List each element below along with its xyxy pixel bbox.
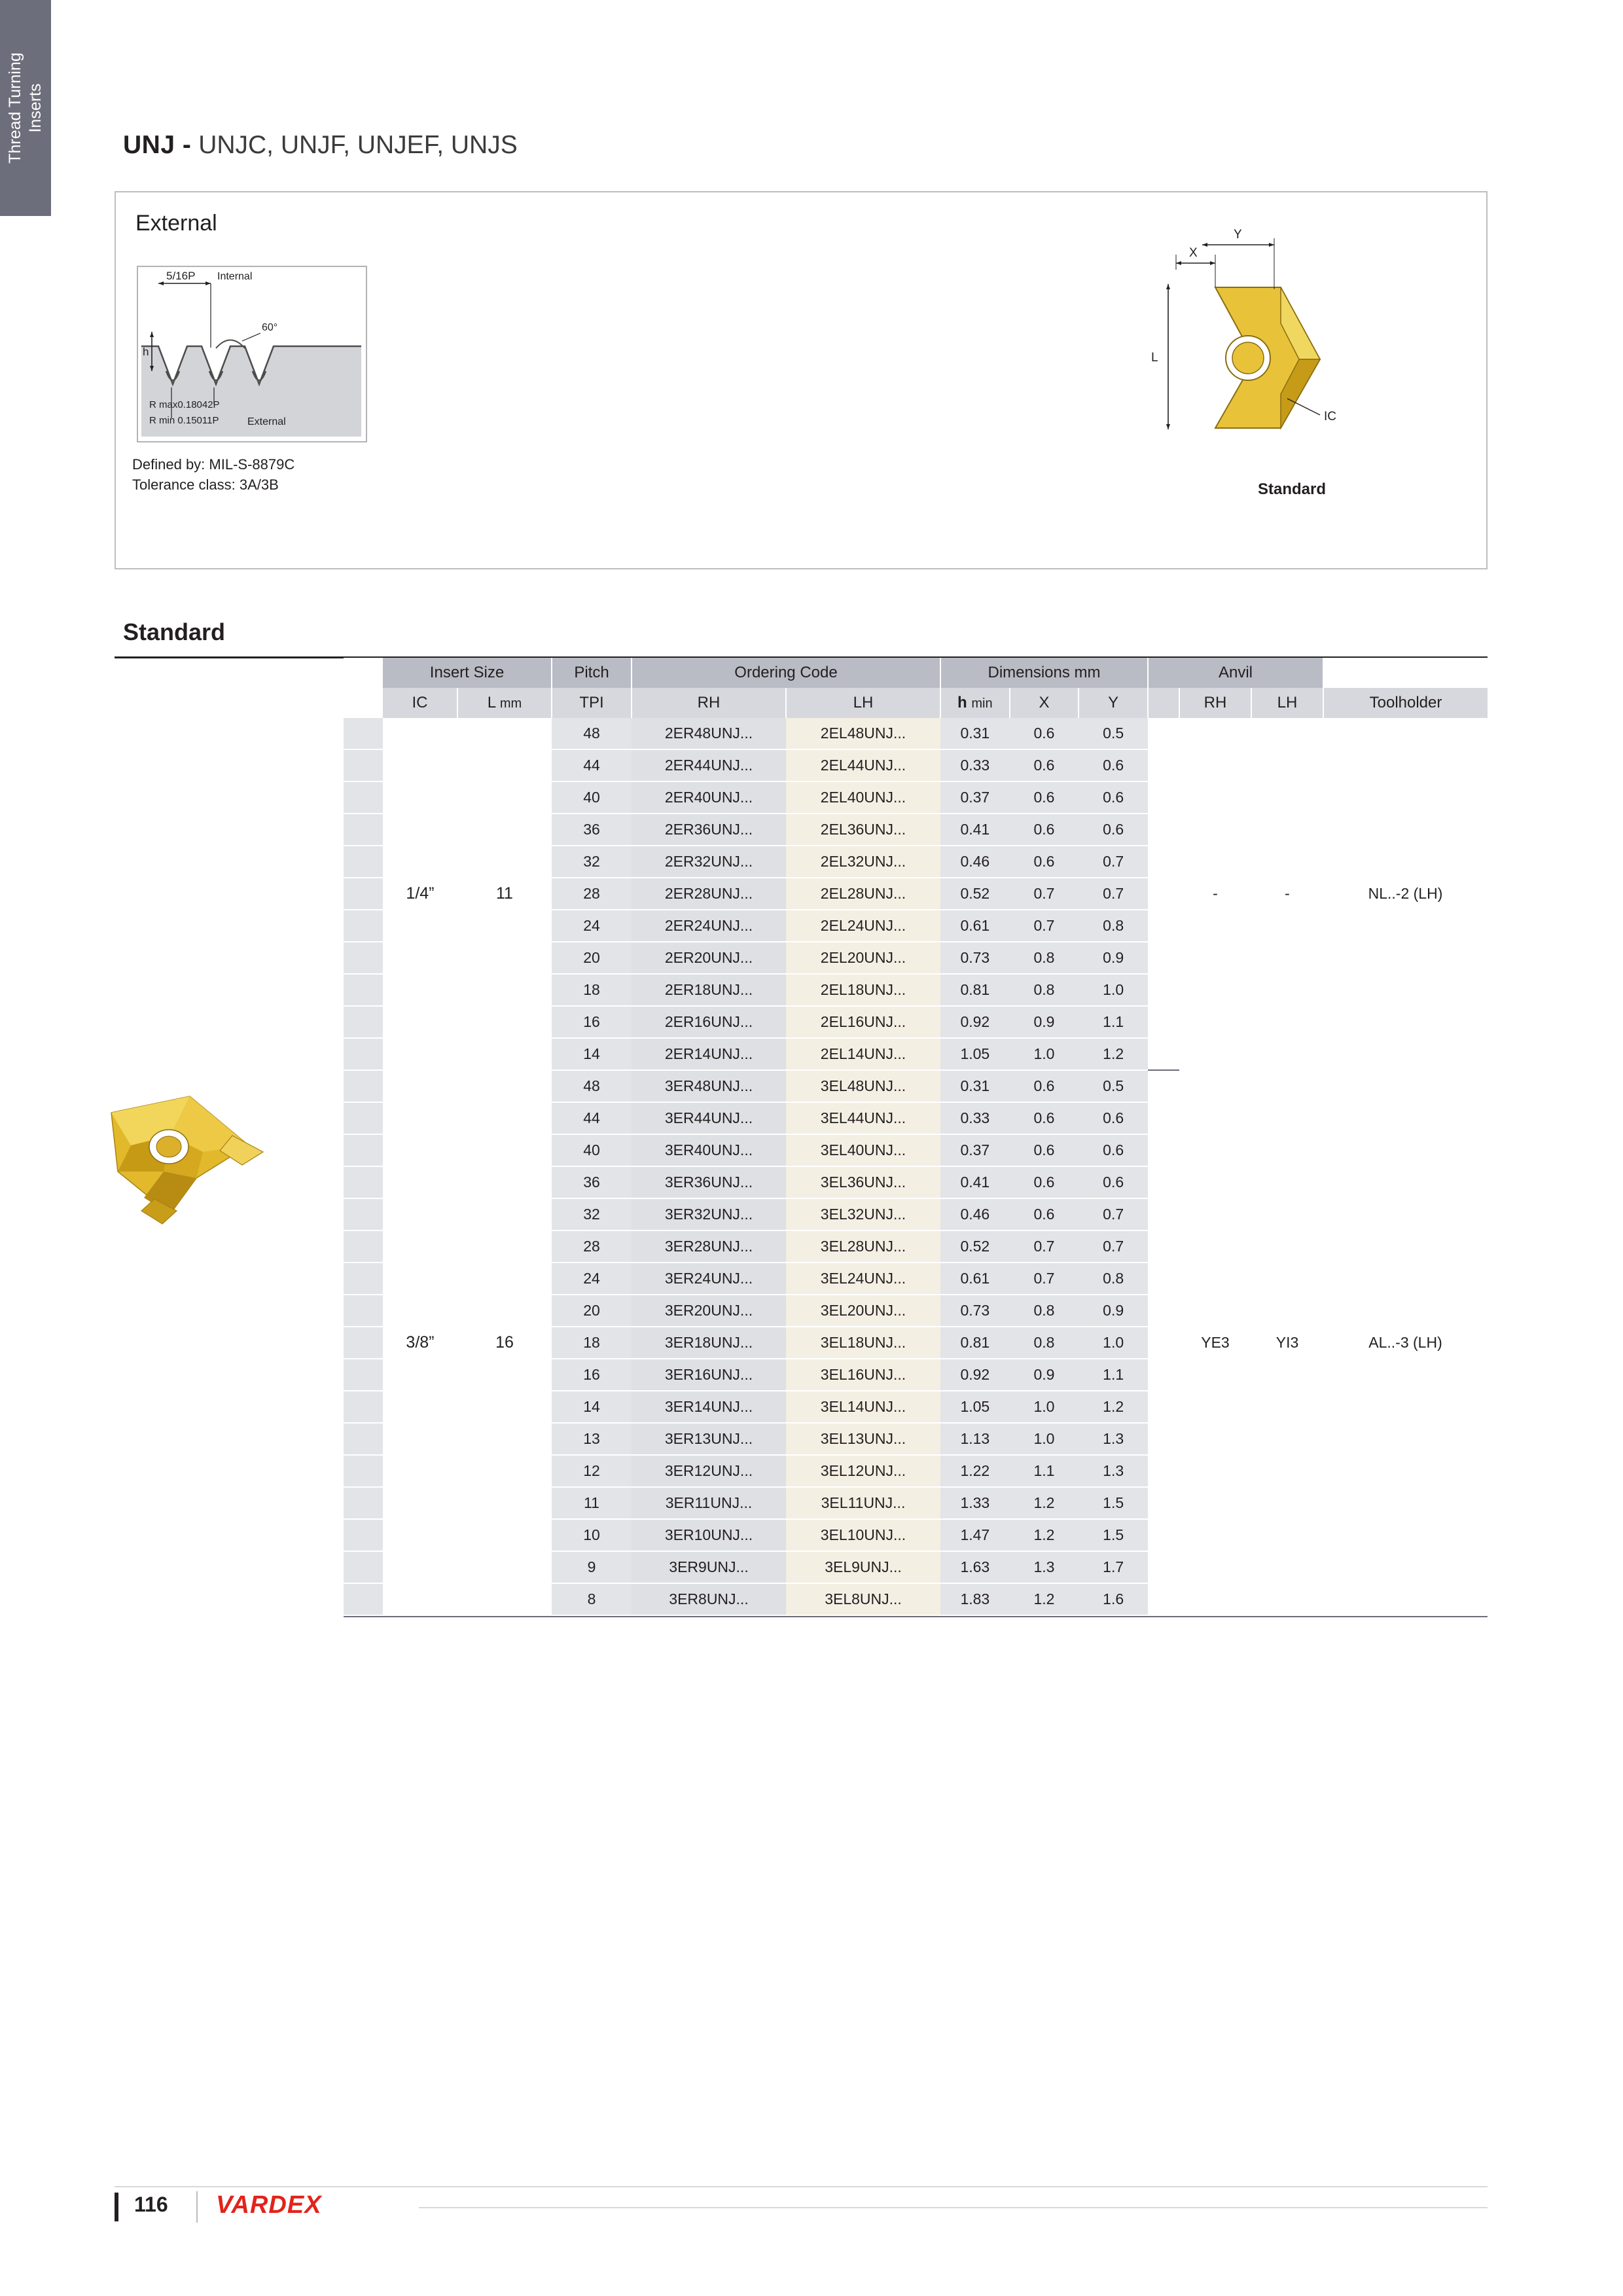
row-anvil-spacer	[1148, 718, 1179, 1070]
subheader-anvil-rh: RH	[1179, 688, 1251, 718]
row-left-spacer	[344, 781, 383, 814]
cell-ordering-code-lh: 2EL36UNJ...	[786, 814, 940, 846]
row-left-spacer	[344, 1519, 383, 1551]
group-header-ordering-code: Ordering Code	[632, 658, 940, 688]
subheader-tpi: TPI	[552, 688, 632, 718]
cell-ordering-code-rh: 3ER48UNJ...	[632, 1070, 786, 1102]
cell-ordering-code-rh: 3ER36UNJ...	[632, 1166, 786, 1198]
cell-dimension-x: 0.6	[1010, 1134, 1079, 1166]
svg-text:h: h	[143, 346, 149, 358]
cell-ordering-code-lh: 2EL48UNJ...	[786, 718, 940, 749]
subheader-spacer	[344, 688, 383, 718]
brand-rule	[419, 2207, 1488, 2208]
row-left-spacer	[344, 1038, 383, 1070]
cell-dimension-h: 0.41	[940, 814, 1010, 846]
cell-ordering-code-lh: 3EL11UNJ...	[786, 1487, 940, 1519]
defined-by-text: Defined by: MIL-S-8879C	[132, 456, 295, 473]
row-left-spacer	[344, 942, 383, 974]
table-group-header-row	[344, 658, 1488, 688]
svg-text:R min 0.15011P: R min 0.15011P	[149, 415, 219, 426]
cell-ordering-code-rh: 2ER14UNJ...	[632, 1038, 786, 1070]
cell-dimension-h: 1.47	[940, 1519, 1010, 1551]
insert-dimension-diagram	[1124, 219, 1405, 480]
cell-ordering-code-rh: 3ER13UNJ...	[632, 1423, 786, 1455]
cell-dimension-h: 0.31	[940, 1070, 1010, 1102]
cell-tpi: 13	[552, 1423, 632, 1455]
cell-ordering-code-rh: 2ER44UNJ...	[632, 749, 786, 781]
svg-text:X: X	[1189, 246, 1198, 260]
cell-dimension-x: 0.6	[1010, 1102, 1079, 1134]
cell-dimension-y: 0.7	[1079, 1198, 1148, 1230]
cell-tpi: 12	[552, 1455, 632, 1487]
subheader-l-unit: mm	[499, 696, 522, 711]
cell-ordering-code-lh: 3EL20UNJ...	[786, 1295, 940, 1327]
table-sub-header-row	[344, 688, 1488, 718]
cell-tpi: 24	[552, 910, 632, 942]
group-header-spacer	[344, 658, 383, 688]
cell-ordering-code-lh: 2EL40UNJ...	[786, 781, 940, 814]
cell-insert-size-l: 16	[457, 1070, 552, 1615]
brand-logo: VARDEX	[216, 2191, 322, 2219]
row-left-spacer	[344, 1295, 383, 1327]
group-header-pitch: Pitch	[552, 658, 632, 688]
group-header-insert-size: Insert Size	[383, 658, 552, 688]
cell-tpi: 8	[552, 1583, 632, 1615]
group-header-anvil: Anvil	[1148, 658, 1323, 688]
cell-ordering-code-lh: 3EL8UNJ...	[786, 1583, 940, 1615]
cell-dimension-h: 0.31	[940, 718, 1010, 749]
row-left-spacer	[344, 1327, 383, 1359]
subheader-ic: IC	[383, 688, 457, 718]
cell-toolholder: AL..-3 (LH)	[1323, 1070, 1488, 1615]
cell-dimension-x: 0.6	[1010, 1198, 1079, 1230]
row-left-spacer	[344, 910, 383, 942]
cell-dimension-h: 1.22	[940, 1455, 1010, 1487]
cell-dimension-y: 1.2	[1079, 1038, 1148, 1070]
cell-dimension-h: 0.81	[940, 974, 1010, 1006]
cell-tpi: 32	[552, 846, 632, 878]
cell-dimension-x: 0.6	[1010, 749, 1079, 781]
svg-text:Internal: Internal	[217, 271, 253, 282]
cell-dimension-y: 1.5	[1079, 1487, 1148, 1519]
cell-dimension-h: 0.92	[940, 1359, 1010, 1391]
page-number: 116	[134, 2193, 168, 2216]
cell-tpi: 16	[552, 1359, 632, 1391]
cell-dimension-x: 0.7	[1010, 1263, 1079, 1295]
cell-dimension-x: 0.7	[1010, 878, 1079, 910]
cell-dimension-h: 0.52	[940, 878, 1010, 910]
cell-dimension-x: 0.6	[1010, 781, 1079, 814]
cell-dimension-y: 1.7	[1079, 1551, 1148, 1583]
cell-ordering-code-lh: 3EL48UNJ...	[786, 1070, 940, 1102]
table-row	[344, 718, 1488, 749]
row-left-spacer	[344, 1230, 383, 1263]
row-left-spacer	[344, 1198, 383, 1230]
sidebar-section-tab	[0, 0, 51, 216]
row-left-spacer	[344, 878, 383, 910]
cell-dimension-y: 1.5	[1079, 1519, 1148, 1551]
cell-dimension-y: 1.3	[1079, 1423, 1148, 1455]
cell-ordering-code-rh: 3ER14UNJ...	[632, 1391, 786, 1423]
cell-dimension-x: 0.6	[1010, 846, 1079, 878]
table-body	[344, 718, 1488, 1615]
cell-dimension-h: 0.41	[940, 1166, 1010, 1198]
cell-dimension-h: 0.73	[940, 1295, 1010, 1327]
cell-tpi: 44	[552, 749, 632, 781]
cell-tpi: 18	[552, 974, 632, 1006]
cell-dimension-y: 1.1	[1079, 1006, 1148, 1038]
cell-dimension-x: 0.7	[1010, 1230, 1079, 1263]
cell-dimension-x: 0.8	[1010, 1295, 1079, 1327]
standard-reference	[132, 454, 294, 495]
cell-ordering-code-rh: 2ER36UNJ...	[632, 814, 786, 846]
cell-ordering-code-lh: 2EL24UNJ...	[786, 910, 940, 942]
cell-dimension-y: 0.9	[1079, 1295, 1148, 1327]
cell-tpi: 9	[552, 1551, 632, 1583]
cell-dimension-x: 0.8	[1010, 974, 1079, 1006]
cell-anvil-lh: YI3	[1251, 1070, 1323, 1615]
cell-dimension-h: 1.05	[940, 1391, 1010, 1423]
row-left-spacer	[344, 749, 383, 781]
cell-ordering-code-rh: 3ER10UNJ...	[632, 1519, 786, 1551]
cell-dimension-h: 0.37	[940, 781, 1010, 814]
cell-dimension-x: 1.2	[1010, 1583, 1079, 1615]
row-left-spacer	[344, 1134, 383, 1166]
cell-dimension-x: 0.6	[1010, 1070, 1079, 1102]
cell-dimension-h: 1.05	[940, 1038, 1010, 1070]
row-left-spacer	[344, 1583, 383, 1615]
row-left-spacer	[344, 1166, 383, 1198]
cell-dimension-y: 0.9	[1079, 942, 1148, 974]
cell-dimension-y: 0.6	[1079, 1134, 1148, 1166]
cell-tpi: 20	[552, 1295, 632, 1327]
cell-dimension-h: 1.83	[940, 1583, 1010, 1615]
cell-dimension-y: 0.6	[1079, 1166, 1148, 1198]
insert-product-photo	[92, 1073, 268, 1237]
cell-dimension-h: 0.73	[940, 942, 1010, 974]
subheader-l	[457, 688, 552, 718]
cell-ordering-code-lh: 2EL16UNJ...	[786, 1006, 940, 1038]
cell-ordering-code-rh: 3ER16UNJ...	[632, 1359, 786, 1391]
subheader-l-label: L	[487, 694, 496, 711]
cell-ordering-code-lh: 2EL32UNJ...	[786, 846, 940, 878]
cell-ordering-code-rh: 3ER24UNJ...	[632, 1263, 786, 1295]
subheader-h-label: h	[957, 694, 967, 711]
cell-ordering-code-lh: 3EL13UNJ...	[786, 1423, 940, 1455]
cell-ordering-code-rh: 3ER8UNJ...	[632, 1583, 786, 1615]
cell-dimension-h: 0.46	[940, 1198, 1010, 1230]
cell-tpi: 28	[552, 878, 632, 910]
page-title-sub: UNJC, UNJF, UNJEF, UNJS	[198, 131, 518, 159]
cell-dimension-x: 0.9	[1010, 1006, 1079, 1038]
table-row	[344, 1070, 1488, 1102]
cell-tpi: 16	[552, 1006, 632, 1038]
subheader-h-unit: min	[971, 696, 993, 711]
cell-ordering-code-rh: 2ER24UNJ...	[632, 910, 786, 942]
cell-ordering-code-lh: 3EL10UNJ...	[786, 1519, 940, 1551]
row-anvil-spacer	[1148, 1070, 1179, 1615]
footer-accent-bar	[115, 2193, 118, 2221]
cell-ordering-code-lh: 3EL44UNJ...	[786, 1102, 940, 1134]
cell-dimension-y: 0.7	[1079, 878, 1148, 910]
cell-ordering-code-rh: 2ER20UNJ...	[632, 942, 786, 974]
cell-ordering-code-lh: 2EL14UNJ...	[786, 1038, 940, 1070]
cell-ordering-code-lh: 3EL36UNJ...	[786, 1166, 940, 1198]
cell-dimension-y: 0.6	[1079, 749, 1148, 781]
cell-ordering-code-rh: 3ER40UNJ...	[632, 1134, 786, 1166]
row-left-spacer	[344, 814, 383, 846]
cell-dimension-y: 1.2	[1079, 1391, 1148, 1423]
cell-insert-size-ic: 1/4”	[383, 718, 457, 1070]
thread-profile-diagram	[132, 261, 374, 446]
cell-tpi: 40	[552, 781, 632, 814]
row-left-spacer	[344, 1391, 383, 1423]
cell-dimension-y: 1.0	[1079, 974, 1148, 1006]
cell-dimension-x: 1.0	[1010, 1391, 1079, 1423]
cell-ordering-code-rh: 3ER32UNJ...	[632, 1198, 786, 1230]
svg-text:60°: 60°	[262, 322, 278, 333]
cell-anvil-rh: YE3	[1179, 1070, 1251, 1615]
cell-tpi: 36	[552, 1166, 632, 1198]
cell-tpi: 44	[552, 1102, 632, 1134]
cell-tpi: 14	[552, 1038, 632, 1070]
cell-tpi: 10	[552, 1519, 632, 1551]
cell-dimension-h: 0.52	[940, 1230, 1010, 1263]
subheader-y: Y	[1079, 688, 1148, 718]
cell-dimension-x: 1.0	[1010, 1423, 1079, 1455]
specification-table-container	[344, 658, 1488, 1616]
svg-text:L: L	[1151, 351, 1158, 365]
cell-ordering-code-rh: 3ER11UNJ...	[632, 1487, 786, 1519]
cell-ordering-code-lh: 3EL18UNJ...	[786, 1327, 940, 1359]
section-heading-standard: Standard	[123, 619, 226, 645]
cell-ordering-code-rh: 3ER44UNJ...	[632, 1102, 786, 1134]
footer-divider	[115, 2186, 1488, 2187]
cell-ordering-code-lh: 2EL28UNJ...	[786, 878, 940, 910]
cell-toolholder: NL..-2 (LH)	[1323, 718, 1488, 1070]
cell-dimension-x: 0.9	[1010, 1359, 1079, 1391]
cell-anvil-rh: -	[1179, 718, 1251, 1070]
cell-ordering-code-lh: 3EL14UNJ...	[786, 1391, 940, 1423]
cell-dimension-y: 0.8	[1079, 1263, 1148, 1295]
footer-separator	[196, 2191, 198, 2223]
cell-ordering-code-lh: 3EL16UNJ...	[786, 1359, 940, 1391]
cell-dimension-h: 1.13	[940, 1423, 1010, 1455]
cell-dimension-x: 0.7	[1010, 910, 1079, 942]
cell-tpi: 28	[552, 1230, 632, 1263]
row-left-spacer	[344, 1359, 383, 1391]
cell-ordering-code-lh: 3EL9UNJ...	[786, 1551, 940, 1583]
cell-dimension-h: 0.46	[940, 846, 1010, 878]
row-left-spacer	[344, 1487, 383, 1519]
cell-dimension-y: 0.8	[1079, 910, 1148, 942]
cell-dimension-y: 1.6	[1079, 1583, 1148, 1615]
cell-dimension-y: 1.3	[1079, 1455, 1148, 1487]
group-header-spacer-right	[1323, 658, 1488, 688]
page-title-main: UNJ -	[123, 131, 192, 159]
table-head	[344, 658, 1488, 718]
cell-insert-size-ic: 3/8”	[383, 1070, 457, 1615]
cell-tpi: 20	[552, 942, 632, 974]
sidebar-tab-line2: Inserts	[26, 83, 45, 133]
subheader-anvil-spacer	[1148, 688, 1179, 718]
cell-ordering-code-lh: 3EL40UNJ...	[786, 1134, 940, 1166]
cell-dimension-x: 0.6	[1010, 718, 1079, 749]
cell-dimension-y: 0.6	[1079, 781, 1148, 814]
cell-tpi: 14	[552, 1391, 632, 1423]
subheader-anvil-lh: LH	[1251, 688, 1323, 718]
cell-tpi: 32	[552, 1198, 632, 1230]
row-left-spacer	[344, 1551, 383, 1583]
cell-dimension-x: 0.6	[1010, 814, 1079, 846]
cell-ordering-code-lh: 2EL44UNJ...	[786, 749, 940, 781]
cell-dimension-x: 1.2	[1010, 1487, 1079, 1519]
cell-dimension-x: 1.3	[1010, 1551, 1079, 1583]
svg-text:5/16P: 5/16P	[166, 270, 196, 282]
cell-dimension-h: 0.33	[940, 1102, 1010, 1134]
cell-ordering-code-rh: 2ER40UNJ...	[632, 781, 786, 814]
row-left-spacer	[344, 1102, 383, 1134]
cell-dimension-y: 1.1	[1079, 1359, 1148, 1391]
page-title	[123, 131, 518, 160]
cell-dimension-y: 0.6	[1079, 814, 1148, 846]
subheader-x: X	[1010, 688, 1079, 718]
cell-ordering-code-rh: 3ER18UNJ...	[632, 1327, 786, 1359]
specification-table	[344, 658, 1488, 1616]
cell-dimension-x: 0.6	[1010, 1166, 1079, 1198]
cell-dimension-h: 0.61	[940, 1263, 1010, 1295]
cell-dimension-x: 0.8	[1010, 942, 1079, 974]
cell-dimension-h: 0.61	[940, 910, 1010, 942]
cell-dimension-x: 1.2	[1010, 1519, 1079, 1551]
cell-dimension-y: 0.5	[1079, 718, 1148, 749]
subheader-rh: RH	[632, 688, 786, 718]
cell-ordering-code-lh: 3EL32UNJ...	[786, 1198, 940, 1230]
cell-ordering-code-rh: 2ER18UNJ...	[632, 974, 786, 1006]
row-left-spacer	[344, 1423, 383, 1455]
subheader-h	[940, 688, 1010, 718]
row-left-spacer	[344, 1263, 383, 1295]
cell-ordering-code-rh: 2ER48UNJ...	[632, 718, 786, 749]
sidebar-tab-line1: Thread Turning	[6, 52, 24, 164]
cell-dimension-x: 1.1	[1010, 1455, 1079, 1487]
cell-anvil-lh: -	[1251, 718, 1323, 1070]
svg-text:IC: IC	[1324, 410, 1336, 423]
cell-dimension-x: 1.0	[1010, 1038, 1079, 1070]
cell-dimension-y: 0.7	[1079, 1230, 1148, 1263]
cell-dimension-y: 0.6	[1079, 1102, 1148, 1134]
external-heading: External	[135, 211, 217, 236]
subheader-lh: LH	[786, 688, 940, 718]
row-left-spacer	[344, 846, 383, 878]
cell-ordering-code-lh: 2EL20UNJ...	[786, 942, 940, 974]
row-left-spacer	[344, 1070, 383, 1102]
cell-ordering-code-rh: 3ER12UNJ...	[632, 1455, 786, 1487]
cell-ordering-code-lh: 3EL12UNJ...	[786, 1455, 940, 1487]
cell-dimension-x: 0.8	[1010, 1327, 1079, 1359]
row-left-spacer	[344, 1455, 383, 1487]
row-left-spacer	[344, 1006, 383, 1038]
cell-dimension-h: 1.33	[940, 1487, 1010, 1519]
cell-insert-size-l: 11	[457, 718, 552, 1070]
insert-diagram-caption: Standard	[1258, 480, 1327, 498]
cell-ordering-code-rh: 3ER28UNJ...	[632, 1230, 786, 1263]
group-header-dimensions: Dimensions mm	[940, 658, 1148, 688]
cell-tpi: 48	[552, 718, 632, 749]
cell-tpi: 40	[552, 1134, 632, 1166]
cell-tpi: 48	[552, 1070, 632, 1102]
cell-tpi: 24	[552, 1263, 632, 1295]
cell-dimension-h: 0.37	[940, 1134, 1010, 1166]
cell-dimension-h: 1.63	[940, 1551, 1010, 1583]
cell-ordering-code-lh: 2EL18UNJ...	[786, 974, 940, 1006]
svg-text:R max0.18042P: R max0.18042P	[149, 399, 220, 410]
cell-ordering-code-rh: 3ER9UNJ...	[632, 1551, 786, 1583]
subheader-toolholder: Toolholder	[1323, 688, 1488, 718]
cell-tpi: 11	[552, 1487, 632, 1519]
cell-tpi: 18	[552, 1327, 632, 1359]
svg-text:Y: Y	[1234, 228, 1242, 242]
row-left-spacer	[344, 718, 383, 749]
sidebar-section-tab-text	[5, 52, 46, 164]
cell-ordering-code-rh: 2ER28UNJ...	[632, 878, 786, 910]
cell-dimension-h: 0.81	[940, 1327, 1010, 1359]
table-bottom-rule	[344, 1616, 1488, 1617]
svg-text:External: External	[247, 416, 286, 427]
cell-dimension-y: 1.0	[1079, 1327, 1148, 1359]
cell-ordering-code-rh: 2ER16UNJ...	[632, 1006, 786, 1038]
cell-ordering-code-lh: 3EL28UNJ...	[786, 1230, 940, 1263]
cell-dimension-y: 0.5	[1079, 1070, 1148, 1102]
cell-dimension-h: 0.92	[940, 1006, 1010, 1038]
cell-dimension-h: 0.33	[940, 749, 1010, 781]
cell-ordering-code-rh: 3ER20UNJ...	[632, 1295, 786, 1327]
external-info-panel	[115, 191, 1488, 569]
tolerance-class-text: Tolerance class: 3A/3B	[132, 476, 279, 493]
cell-tpi: 36	[552, 814, 632, 846]
row-left-spacer	[344, 974, 383, 1006]
cell-ordering-code-rh: 2ER32UNJ...	[632, 846, 786, 878]
cell-ordering-code-lh: 3EL24UNJ...	[786, 1263, 940, 1295]
cell-dimension-y: 0.7	[1079, 846, 1148, 878]
